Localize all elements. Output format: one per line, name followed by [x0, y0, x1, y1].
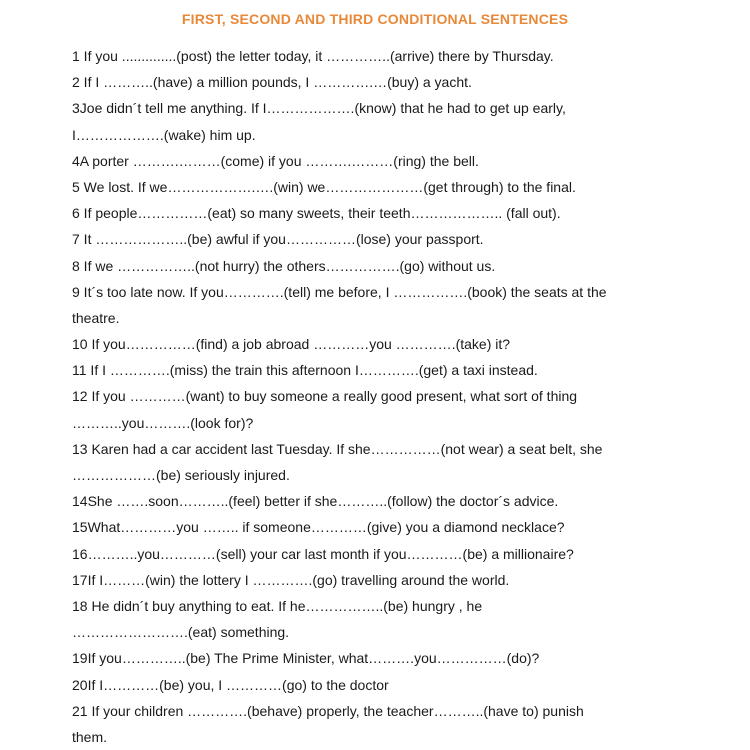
exercise-line: 4A porter ……….………(come) if you ……….………(ring) the bell. — [72, 152, 479, 169]
exercise-line: 20If I…………(be) you, I …………(go) to the doctor — [72, 676, 389, 693]
exercise-line: theatre. — [72, 309, 120, 326]
exercise-line: 15What…………you …….. if someone…………(give) you a diamond necklace? — [72, 519, 565, 536]
exercise-line: 8 If we ……………..(not hurry) the others…………….(go) without us. — [72, 257, 496, 274]
exercise-line: 10 If you……………(find) a job abroad …………you ………….(take) it? — [72, 336, 511, 353]
exercise-line: 2 If I ………..(have) a million pounds, I ………….…(buy) a yacht. — [72, 74, 472, 91]
exercise-line: …………………….(eat) something. — [72, 624, 290, 641]
page-title: FIRST, SECOND AND THIRD CONDITIONAL SENTENCES — [181, 11, 569, 27]
exercise-line: 5 We lost. If we……………….….(win) we…………………(get through) to the final. — [72, 178, 576, 195]
exercise-list — [72, 43, 672, 750]
exercise-line: 18 He didn´t buy anything to eat. If he……………..(be) hungry , he — [72, 597, 483, 614]
exercise-line: 13 Karen had a car accident last Tuesday. If she……………(not wear) a seat belt, she — [72, 440, 603, 457]
exercise-line: 7 It ………………..(be) awful if you……………(lose) your passport. — [72, 231, 484, 248]
exercise-line: 16………..you…………(sell) your car last month if you…………(be) a millionaire? — [72, 545, 574, 562]
exercise-line: ………..you……….(look for)? — [72, 414, 254, 431]
exercise-line: 21 If your children ………….(behave) properly, the teacher………..(have to) punish — [72, 702, 584, 719]
exercise-line: 12 If you …………(want) to buy someone a really good present, what sort of thing — [72, 388, 578, 405]
exercise-line: 9 It´s too late now. If you………….(tell) me before, I …………….(book) the seats at the — [72, 283, 607, 300]
exercise-line: I……………….(wake) him up. — [72, 126, 256, 143]
exercise-line: ………………(be) seriously injured. — [72, 467, 290, 483]
exercise-line: 14She …….soon………..(feel) better if she………..(follow) the doctor´s advice. — [72, 493, 559, 510]
exercise-line: them. — [72, 728, 108, 745]
exercise-line: 19If you…………..(be) The Prime Minister, what……….you……………(do)? — [72, 650, 540, 667]
exercise-line: 11 If I ………….(miss) the train this afternoon I………….(get) a taxi instead. — [72, 362, 538, 379]
exercise-line: 6 If people……………(eat) so many sweets, their teeth……………….. (fall out). — [72, 205, 561, 222]
exercise-line: 17If I………(win) the lottery I ………….(go) travelling around the world. — [72, 571, 510, 588]
exercise-line: 1 If you ..............(post) the letter today, it …………..(arrive) there by Thursday. — [72, 48, 554, 64]
exercise-line: 3Joe didn´t tell me anything. If I……………….(know) that he had to get up early, — [72, 100, 566, 117]
